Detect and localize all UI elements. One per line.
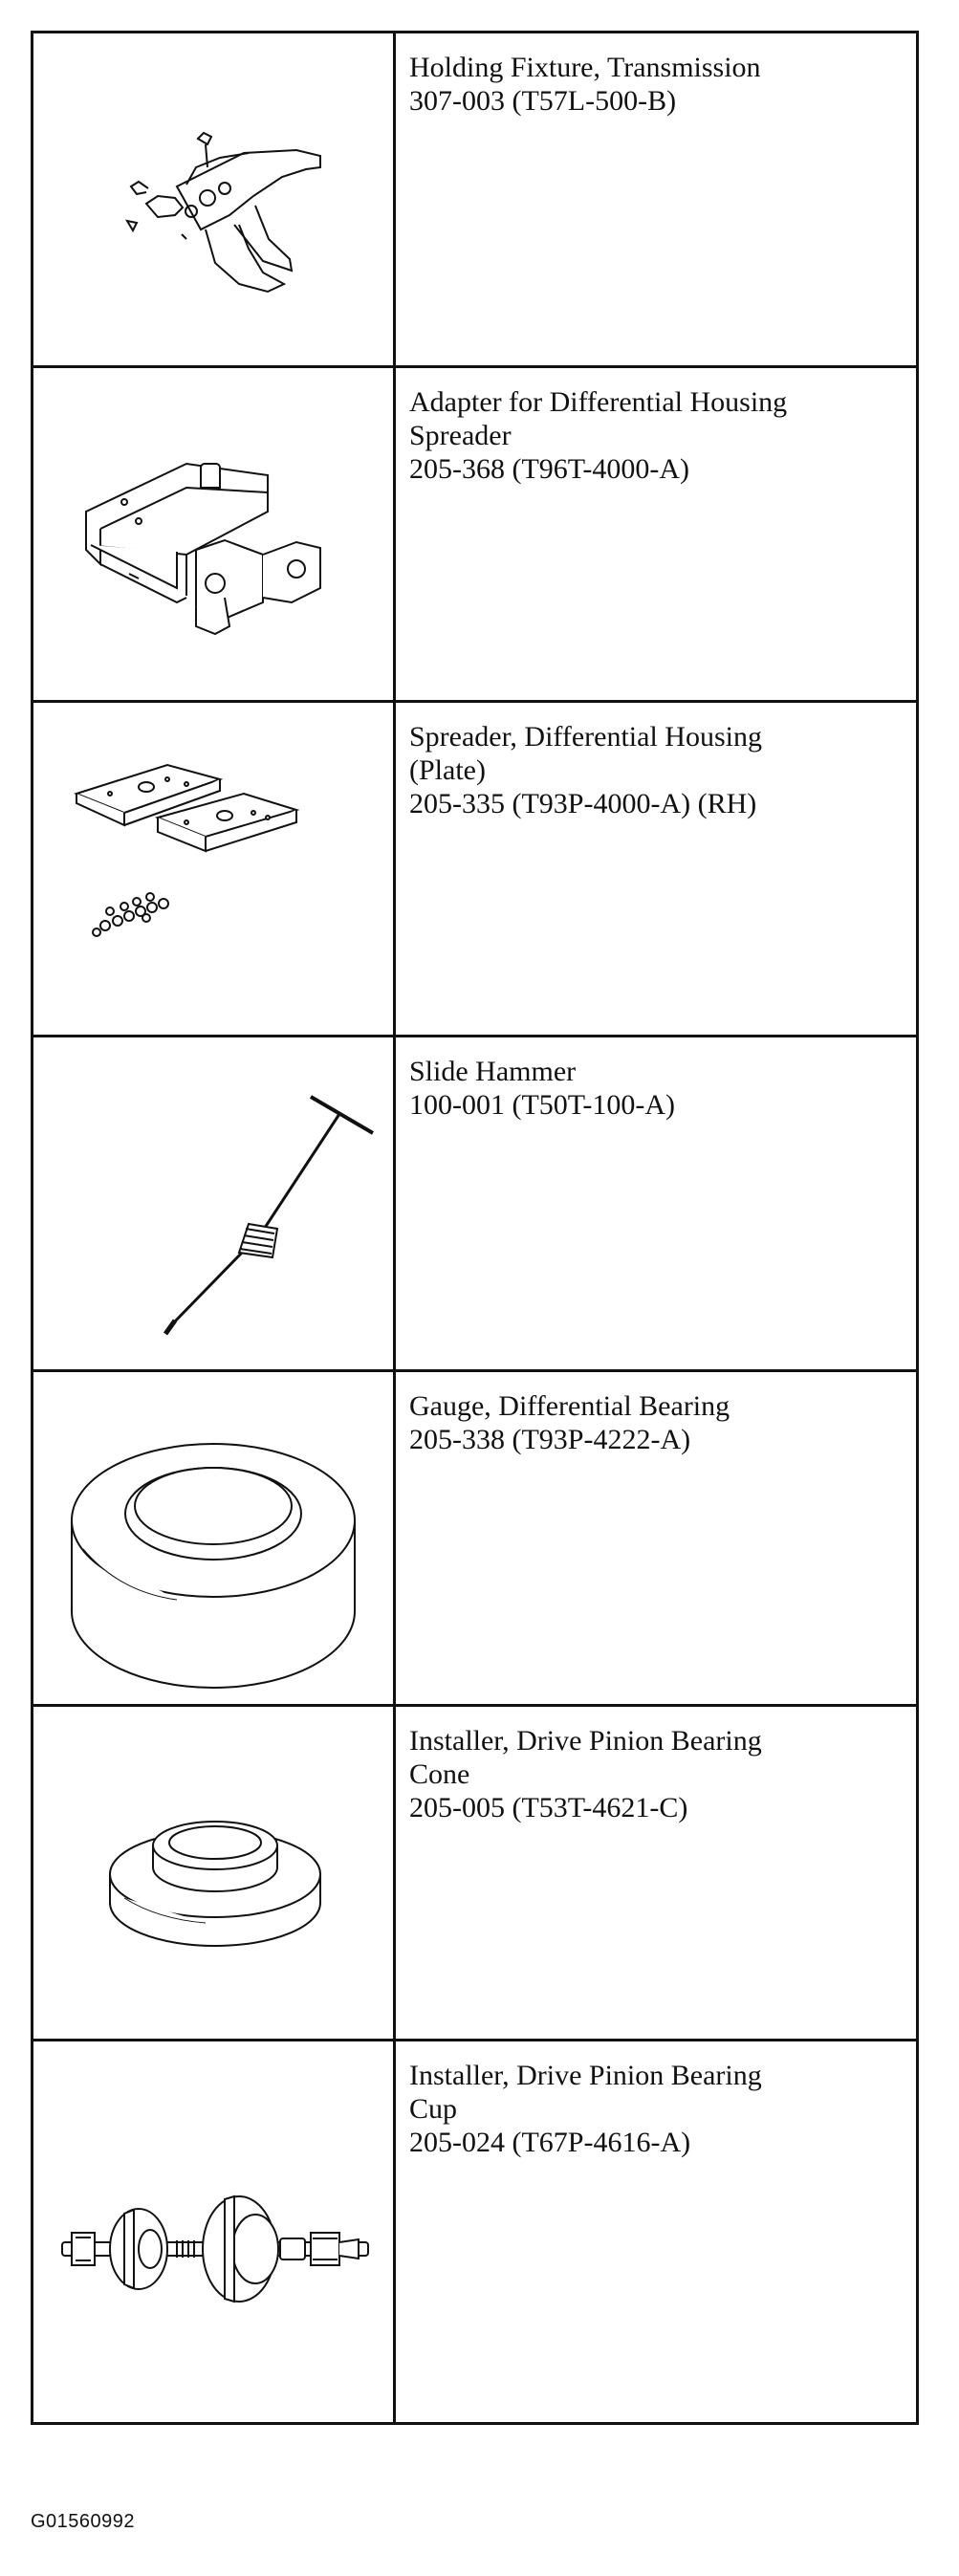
tool-number: 307-003 (T57L-500-B)	[409, 85, 677, 117]
tool-name-cont: (Plate)	[409, 754, 486, 786]
table-row	[33, 2041, 916, 2422]
tool-name: Spreader, Differential Housing	[409, 721, 762, 753]
tool-description	[409, 720, 903, 820]
tool-name-cont: Cone	[409, 1758, 470, 1790]
bearing-gauge-icon	[33, 1372, 393, 1704]
image-cell	[33, 1707, 396, 2039]
bearing-cup-installer-icon	[33, 2041, 393, 2419]
tool-name: Installer, Drive Pinion Bearing	[409, 1725, 762, 1757]
tool-description	[409, 1724, 903, 1824]
tool-name: Slide Hammer	[409, 1056, 577, 1087]
tool-number: 205-005 (T53T-4621-C)	[409, 1792, 688, 1823]
tool-description	[409, 2059, 903, 2159]
tool-description	[409, 51, 903, 118]
tool-description	[409, 1055, 903, 1122]
image-cell	[33, 368, 396, 700]
holding-fixture-icon	[33, 33, 393, 365]
tool-name: Adapter for Differential Housing	[409, 386, 788, 418]
image-cell	[33, 703, 396, 1035]
bearing-cone-installer-icon	[33, 1707, 393, 2039]
tool-name-cont: Cup	[409, 2093, 458, 2125]
table-row	[33, 33, 916, 368]
housing-spreader-adapter-icon	[33, 368, 393, 700]
tool-number: 205-335 (T93P-4000-A) (RH)	[409, 788, 757, 819]
table-row	[33, 1707, 916, 2041]
table-row	[33, 1037, 916, 1372]
tool-name: Holding Fixture, Transmission	[409, 52, 761, 83]
tool-description	[409, 1389, 903, 1456]
tool-number: 205-368 (T96T-4000-A)	[409, 453, 690, 485]
tool-number: 205-024 (T67P-4616-A)	[409, 2127, 691, 2158]
image-cell	[33, 1372, 396, 1704]
table-row	[33, 1372, 916, 1707]
figure-id: G01560992	[31, 2511, 136, 2532]
tool-description	[409, 385, 903, 486]
tool-name: Gauge, Differential Bearing	[409, 1390, 730, 1422]
tool-number: 205-338 (T93P-4222-A)	[409, 1424, 691, 1455]
image-cell	[33, 2041, 396, 2422]
tool-name: Installer, Drive Pinion Bearing	[409, 2060, 762, 2091]
image-cell	[33, 33, 396, 365]
tool-name-cont: Spreader	[409, 420, 512, 451]
tool-table	[31, 31, 919, 2425]
table-row	[33, 368, 916, 703]
tool-number: 100-001 (T50T-100-A)	[409, 1089, 676, 1121]
spreader-plates-icon	[33, 703, 393, 1035]
table-row	[33, 703, 916, 1037]
slide-hammer-icon	[33, 1037, 393, 1369]
image-cell	[33, 1037, 396, 1369]
